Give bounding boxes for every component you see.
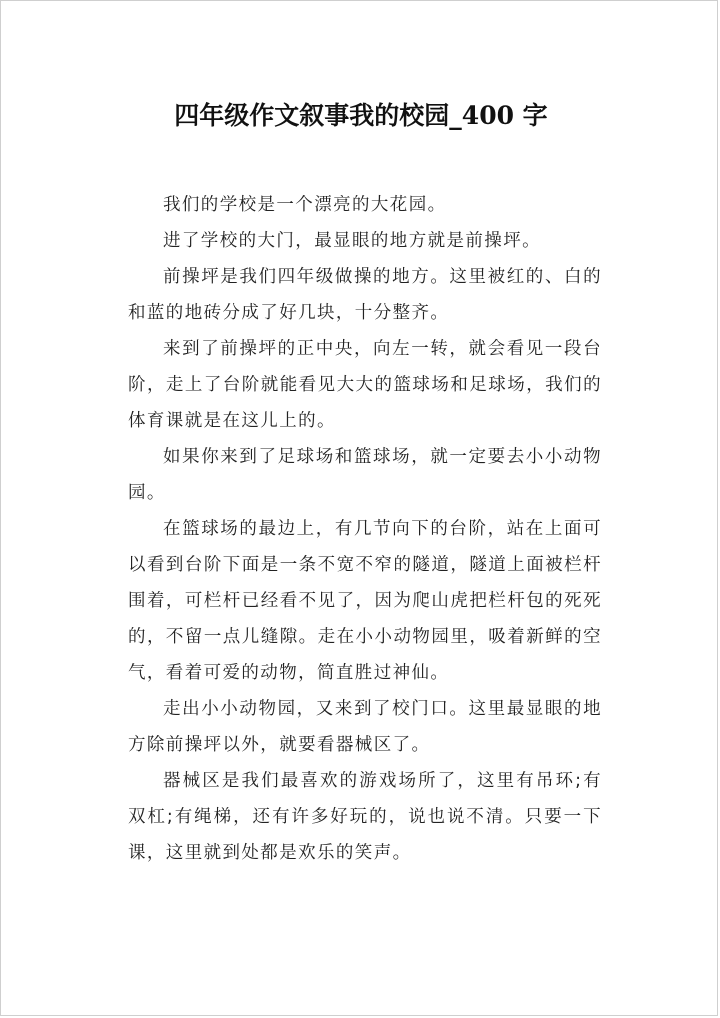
document-title: 四年级作文叙事我的校园_400 字 [174, 101, 548, 130]
paragraph: 器械区是我们最喜欢的游戏场所了，这里有吊环;有双杠;有绳梯，还有许多好玩的，说也说不清。只要一下课，这里就到处都是欢乐的笑声。 [128, 771, 602, 863]
paragraph: 如果你来到了足球场和篮球场，就一定要去小小动物园。 [128, 447, 602, 503]
paragraph: 走出小小动物园，又来到了校门口。这里最显眼的地方除前操坪以外，就要看器械区了。 [128, 699, 602, 755]
document-body [128, 187, 602, 871]
paragraph: 我们的学校是一个漂亮的大花园。 [163, 195, 447, 215]
paragraph: 在篮球场的最边上，有几节向下的台阶，站在上面可以看到台阶下面是一条不宽不窄的隧道，隧道上面被栏杆围着，可栏杆已经看不见了，因为爬山虎把栏杆包的死死的，不留一点儿缝隙。走在小小动物园里，吸着新鲜的空气，看着可爱的动物，简直胜过神仙。 [128, 519, 602, 683]
paragraph: 来到了前操坪的正中央，向左一转，就会看见一段台阶，走上了台阶就能看见大大的篮球场和足球场，我们的体育课就是在这儿上的。 [128, 339, 602, 431]
paragraph: 前操坪是我们四年级做操的地方。这里被红的、白的和蓝的地砖分成了好几块，十分整齐。 [128, 267, 602, 323]
paragraph: 进了学校的大门，最显眼的地方就是前操坪。 [163, 231, 541, 251]
